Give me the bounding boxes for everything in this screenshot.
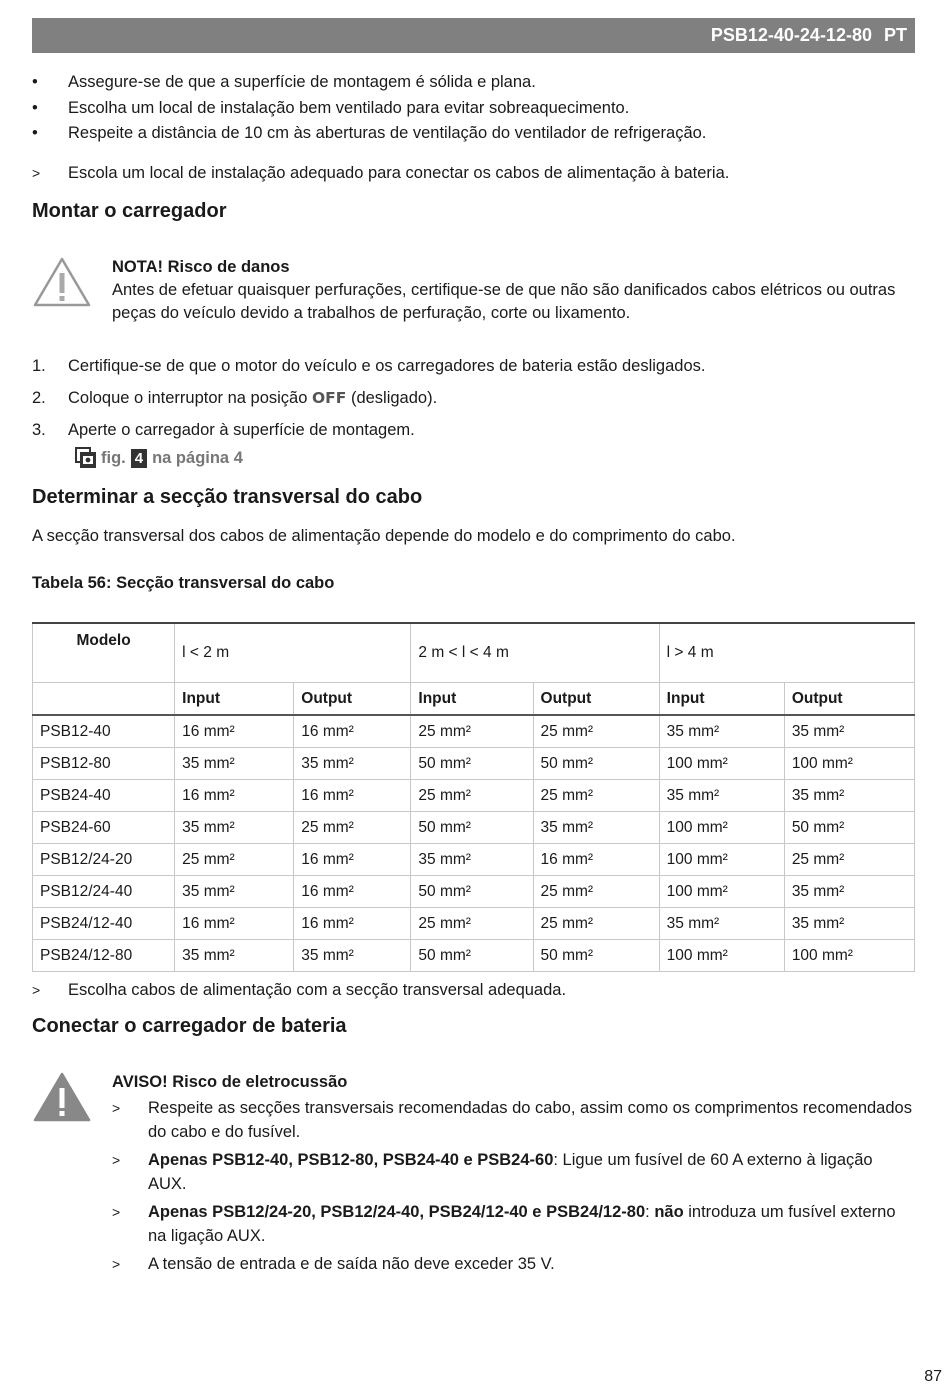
warning-icon (32, 1071, 92, 1123)
list-item: > Respeite as secções transversais recomendadas do cabo, assim como os comprimentos recomendados do cabo e do fusível. (112, 1096, 912, 1144)
table-row (33, 715, 915, 748)
table-cell: 100 mm² (784, 940, 914, 972)
column-header: Output (294, 683, 411, 716)
table-row (33, 876, 915, 908)
step-2: 2. Coloque o interruptor na posição OFF (desligado). (32, 389, 438, 407)
table-cell: 16 mm² (294, 844, 411, 876)
header-model: PSB12-40-24-12-80 (710, 25, 872, 45)
warning-outline-icon (32, 256, 92, 308)
table-cell: 50 mm² (533, 940, 659, 972)
table-row (33, 748, 915, 780)
list-item: • Assegure-se de que a superfície de montagem é sólida e plana. (32, 73, 536, 91)
table-cell: 50 mm² (533, 748, 659, 780)
table-cell: 35 mm² (294, 748, 411, 780)
column-header: Output (533, 683, 659, 716)
table-cell: 25 mm² (784, 844, 914, 876)
warning-block (32, 1071, 912, 1094)
model-cell: PSB12/24-40 (33, 876, 175, 908)
model-cell: PSB12-80 (33, 748, 175, 780)
off-label: OFF (312, 389, 347, 407)
section-title-cable: Determinar a secção transversal do cabo (32, 486, 423, 508)
note-block (32, 256, 912, 325)
arrow-icon: > (32, 982, 41, 998)
table-cell: 25 mm² (411, 715, 533, 748)
table-subheader-row (33, 683, 915, 716)
arrow-icon: > (112, 1152, 121, 1168)
table-row (33, 908, 915, 940)
table-cell: 35 mm² (659, 715, 784, 748)
list-item: > Apenas PSB12-40, PSB12-80, PSB24-40 e PSB24-60: Ligue um fusível de 60 A externo à ligação AUX. (112, 1148, 912, 1196)
column-header: Output (784, 683, 914, 716)
table-cell: 16 mm² (175, 715, 294, 748)
table-row (33, 844, 915, 876)
camera-icon (75, 447, 97, 469)
page-header (32, 18, 915, 53)
arrow-icon: > (32, 164, 41, 181)
cable-table (32, 622, 915, 972)
table-cell: 16 mm² (175, 780, 294, 812)
list-item: • Escolha um local de instalação bem ventilado para evitar sobreaquecimento. (32, 98, 630, 117)
table-cell: 35 mm² (175, 812, 294, 844)
list-item: > A tensão de entrada e de saída não deve exceder 35 V. (112, 1252, 912, 1276)
table-cell: 35 mm² (533, 812, 659, 844)
column-header: Input (659, 683, 784, 716)
column-header-model: Modelo (33, 623, 175, 683)
table-cell: 16 mm² (294, 780, 411, 812)
table-cell: 100 mm² (659, 844, 784, 876)
table-cell: 100 mm² (659, 940, 784, 972)
section-title-mount: Montar o carregador (32, 200, 227, 222)
table-cell: 16 mm² (175, 908, 294, 940)
list-item: • Respeite a distância de 10 cm às aberturas de ventilação do ventilador de refrigeração. (32, 124, 707, 142)
table-cell: 50 mm² (411, 748, 533, 780)
list-item: > Apenas PSB12/24-20, PSB12/24-40, PSB24/12-40 e PSB24/12-80: não introduza um fusível externo na ligação AUX. (112, 1200, 912, 1248)
table-cell: 35 mm² (784, 780, 914, 812)
table-cell: 25 mm² (411, 780, 533, 812)
table-row (33, 812, 915, 844)
table-row (33, 780, 915, 812)
table-cell: 25 mm² (175, 844, 294, 876)
table-cell: 16 mm² (294, 908, 411, 940)
table-cell: 35 mm² (175, 876, 294, 908)
length-group-header: 2 m < l < 4 m (411, 623, 659, 683)
table-cell: 50 mm² (411, 940, 533, 972)
model-cell: PSB24-60 (33, 812, 175, 844)
model-cell: PSB12-40 (33, 715, 175, 748)
table-header-row (33, 623, 915, 683)
note-title: NOTA! Risco de danos (112, 258, 290, 276)
table-cell: 100 mm² (784, 748, 914, 780)
mount-steps (32, 350, 912, 446)
step-3: 3. Aperte o carregador à superfície de montagem. (32, 421, 415, 439)
length-group-header: l < 2 m (175, 623, 411, 683)
paragraph: A secção transversal dos cabos de alimentação depende do modelo e do comprimento do cabo. (32, 527, 736, 545)
warning-list (112, 1096, 912, 1280)
table-cell: 25 mm² (533, 715, 659, 748)
table-cell: 16 mm² (294, 876, 411, 908)
action-item: > Escolha cabos de alimentação com a secção transversal adequada. (32, 978, 912, 1002)
table-cell: 100 mm² (659, 876, 784, 908)
page-number: 87 (924, 1368, 942, 1385)
table-row (33, 940, 915, 972)
figure-reference-link[interactable]: fig. 4 na página 4 (75, 447, 243, 469)
figure-number: 4 (131, 449, 147, 468)
step-1: 1. Certifique-se de que o motor do veículo e os carregadores de bateria estão desligados. (32, 357, 706, 375)
table-cell: 25 mm² (533, 780, 659, 812)
warning-title: AVISO! Risco de eletrocussão (112, 1073, 348, 1091)
table-cell: 35 mm² (784, 876, 914, 908)
column-header: Input (411, 683, 533, 716)
arrow-icon: > (112, 1204, 121, 1220)
table-cell: 35 mm² (411, 844, 533, 876)
table-cell: 50 mm² (411, 876, 533, 908)
table-cell: 50 mm² (411, 812, 533, 844)
section-title-connect: Conectar o carregador de bateria (32, 1015, 347, 1037)
table-cell: 16 mm² (533, 844, 659, 876)
table-cell: 16 mm² (294, 715, 411, 748)
model-cell: PSB12/24-20 (33, 844, 175, 876)
action-item: > Escola um local de instalação adequado para conectar os cabos de alimentação à bateria. (32, 161, 912, 185)
intro-list (32, 70, 912, 185)
table-cell: 50 mm² (784, 812, 914, 844)
table-cell: 35 mm² (175, 940, 294, 972)
table-cell: 25 mm² (533, 908, 659, 940)
table-cell: 35 mm² (784, 715, 914, 748)
model-cell: PSB24/12-40 (33, 908, 175, 940)
table-cell: 35 mm² (784, 908, 914, 940)
note-text: Antes de efetuar quaisquer perfurações, certifique-se de que não são danificados cabos elétricos ou outras peças do veículo devido a trabalhos de perfuração, corte ou lixamento. (112, 281, 896, 322)
table-caption: Tabela 56: Secção transversal do cabo (32, 574, 335, 592)
table-cell: 35 mm² (659, 908, 784, 940)
model-cell: PSB24/12-80 (33, 940, 175, 972)
arrow-icon: > (112, 1100, 121, 1116)
table-cell: 35 mm² (294, 940, 411, 972)
model-cell: PSB24-40 (33, 780, 175, 812)
table-cell: 100 mm² (659, 748, 784, 780)
column-header: Input (175, 683, 294, 716)
table-cell: 35 mm² (659, 780, 784, 812)
header-language: PT (883, 25, 907, 45)
table-cell: 35 mm² (175, 748, 294, 780)
arrow-icon: > (112, 1256, 121, 1272)
table-cell: 100 mm² (659, 812, 784, 844)
table-cell: 25 mm² (411, 908, 533, 940)
table-cell: 25 mm² (533, 876, 659, 908)
length-group-header: l > 4 m (659, 623, 914, 683)
table-cell: 25 mm² (294, 812, 411, 844)
